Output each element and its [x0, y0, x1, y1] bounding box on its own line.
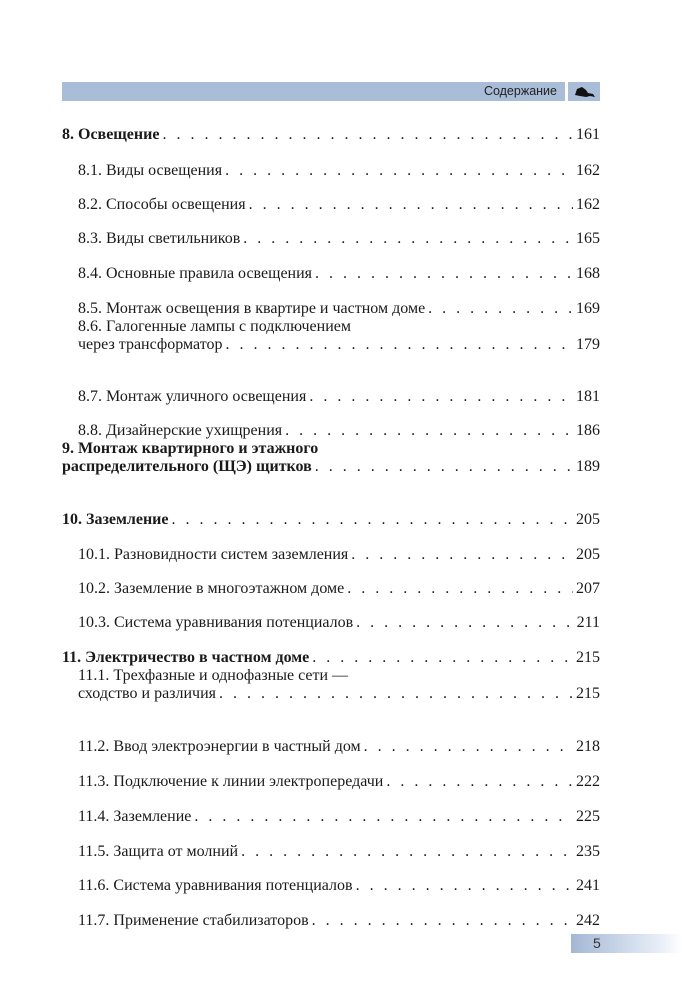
- electrician-icon: [568, 82, 600, 101]
- dot-leader: [194, 808, 573, 826]
- toc-page-number: 205: [576, 511, 600, 528]
- toc-entry[interactable]: [78, 738, 600, 756]
- dot-leader: [162, 126, 573, 144]
- toc-page-number: 215: [576, 685, 600, 702]
- toc-entry[interactable]: [78, 546, 600, 564]
- dot-leader: [309, 388, 573, 406]
- dot-leader: [315, 458, 573, 476]
- dot-leader: [312, 912, 573, 930]
- toc-entry[interactable]: [78, 388, 600, 406]
- toc-entry-title: 11.6. Система уравнивания потенциалов: [78, 877, 353, 894]
- toc-entry-title-line: 8.6. Галогенные лампы с подключением: [78, 318, 351, 335]
- toc-page-number: 168: [576, 265, 600, 282]
- toc-entry-title: 11.3. Подключение к линии электропередачи: [78, 773, 384, 790]
- toc-entry[interactable]: [78, 300, 600, 318]
- header-title: Содержание: [483, 84, 557, 98]
- toc-page-number: 181: [576, 388, 600, 405]
- toc-entry-title: 8.2. Способы освещения: [78, 196, 246, 213]
- toc-entry-title: 8. Освещение: [62, 126, 160, 143]
- toc-page-number: 225: [576, 808, 600, 825]
- toc-page-number: 211: [576, 614, 600, 631]
- toc-entry-title: 11.7. Применение стабилизаторов: [78, 912, 309, 929]
- toc-entry[interactable]: [78, 265, 600, 283]
- dot-leader: [225, 162, 573, 180]
- dot-leader: [351, 546, 573, 564]
- toc-entry-title: 10.2. Заземление в многоэтажном доме: [78, 580, 345, 597]
- toc-entry-title: 10.3. Система уравнивания потенциалов: [78, 614, 354, 631]
- toc-entry[interactable]: [78, 422, 600, 440]
- toc-entry-title: 11.2. Ввод электроэнергии в частный дом: [78, 738, 361, 755]
- toc-entry-title: через трансформатор: [78, 336, 223, 353]
- toc-page-number: 179: [576, 336, 600, 353]
- toc-entry[interactable]: [78, 162, 600, 180]
- toc-entry-title: сходство и различия: [78, 685, 216, 702]
- dot-leader: [356, 614, 573, 632]
- dot-leader: [219, 685, 573, 703]
- toc-entry-title: 10.1. Разновидности систем заземления: [78, 546, 349, 563]
- toc-entry[interactable]: [78, 877, 600, 895]
- toc-entry-title: 10. Заземление: [62, 511, 169, 528]
- running-header: [62, 82, 565, 101]
- toc-page-number: 241: [576, 877, 600, 894]
- toc-page-number: 207: [576, 580, 600, 597]
- page-number-bar: [571, 934, 682, 953]
- toc-entry[interactable]: [78, 773, 600, 791]
- dot-leader: [172, 511, 574, 529]
- toc-page-number: 165: [576, 230, 600, 247]
- toc-entry[interactable]: [78, 667, 600, 703]
- toc-entry[interactable]: [78, 230, 600, 248]
- dot-leader: [249, 196, 573, 214]
- toc-entry-title: распределительного (ЩЭ) щитков: [62, 458, 312, 475]
- toc-entry-title: 11.4. Заземление: [78, 808, 192, 825]
- dot-leader: [356, 877, 573, 895]
- toc-entry-title: 8.7. Монтаж уличного освещения: [78, 388, 307, 405]
- toc-page-number: 189: [576, 458, 600, 475]
- toc-page-number: 205: [576, 546, 600, 563]
- toc-entry-title: 8.1. Виды освещения: [78, 162, 223, 179]
- dot-leader: [312, 649, 573, 667]
- toc-entry-title: 8.4. Основные правила освещения: [78, 265, 313, 282]
- dot-leader: [386, 773, 573, 791]
- toc-entry[interactable]: [62, 440, 600, 476]
- toc-entry-title: 11. Электричество в частном доме: [62, 649, 310, 666]
- toc-page-number: 161: [576, 126, 600, 143]
- toc-entry[interactable]: [78, 196, 600, 214]
- dot-leader: [347, 580, 573, 598]
- toc-page-number: 242: [576, 912, 600, 929]
- toc-entry-title: 8.8. Дизайнерские ухищрения: [78, 422, 283, 439]
- dot-leader: [243, 230, 573, 248]
- toc-entry-title-line: 11.1. Трехфазные и однофазные сети —: [78, 667, 349, 684]
- toc-entry[interactable]: [62, 511, 600, 529]
- toc-page-number: 215: [576, 649, 600, 666]
- toc-page-number: 162: [576, 162, 600, 179]
- toc-entry[interactable]: [78, 912, 600, 930]
- toc-entry[interactable]: [62, 649, 600, 667]
- page-number: 5: [593, 935, 601, 951]
- toc-entry[interactable]: [78, 614, 600, 632]
- dot-leader: [315, 265, 573, 283]
- toc-entry[interactable]: [62, 126, 600, 144]
- toc-page-number: 162: [576, 196, 600, 213]
- toc-entry-title: 8.5. Монтаж освещения в квартире и частном доме: [78, 300, 426, 317]
- toc-entry[interactable]: [78, 843, 600, 861]
- toc-entry[interactable]: [78, 318, 600, 354]
- dot-leader: [285, 422, 573, 440]
- dot-leader: [428, 300, 573, 318]
- toc-page-number: 186: [576, 422, 600, 439]
- toc-entry[interactable]: [78, 580, 600, 598]
- toc-entry-title: 8.3. Виды светильников: [78, 230, 241, 247]
- toc-entry-title: 11.5. Защита от молний: [78, 843, 239, 860]
- dot-leader: [364, 738, 573, 756]
- toc-page-number: 169: [576, 300, 600, 317]
- toc-page-number: 218: [576, 738, 600, 755]
- toc-page-number: 235: [576, 843, 600, 860]
- toc-entry-title-line: 9. Монтаж квартирного и этажного: [62, 440, 319, 457]
- toc-page-number: 222: [576, 773, 600, 790]
- dot-leader: [226, 336, 573, 354]
- toc-entry[interactable]: [78, 808, 600, 826]
- dot-leader: [241, 843, 573, 861]
